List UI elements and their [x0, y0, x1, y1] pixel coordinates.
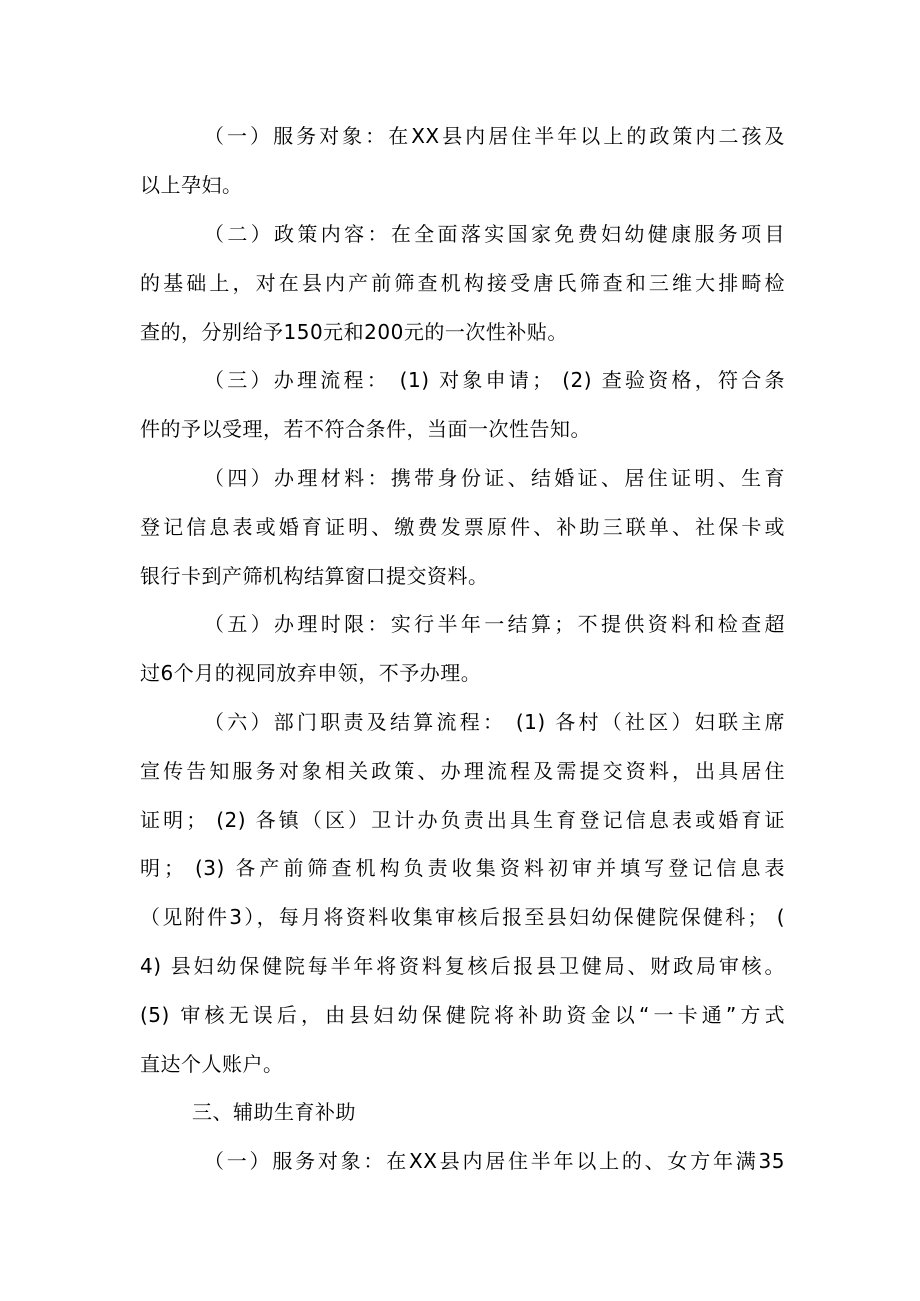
- paragraph-2-line-1: （二）政策内容：在全面落实国家免费妇幼健康服务项目: [204, 222, 785, 246]
- paragraph-1-line-1: （一）服务对象：在XX县内居住半年以上的政策内二孩及: [204, 124, 785, 148]
- paragraph-6-line-3: 证明； (2) 各镇（区）卫计办负责出具生育登记信息表或婚育证: [140, 808, 785, 832]
- paragraph-6-line-4: 明； (3) 各产前筛查机构负责收集资料初审并填写登记信息表: [140, 856, 785, 880]
- paragraph-6-line-5: （见附件3），每月将资料收集审核后报至县妇幼保健院保健科； (: [140, 905, 785, 929]
- section-heading-3: 三、辅助生育补助: [192, 1100, 356, 1124]
- paragraph-6-line-2: 宣传告知服务对象相关政策、办理流程及需提交资料，出具居住: [140, 759, 785, 783]
- paragraph-7-line-1: （一）服务对象：在XX县内居住半年以上的、女方年满35: [204, 1149, 785, 1173]
- paragraph-2-line-3: 查的，分别给予150元和200元的一次性补贴。: [140, 320, 568, 344]
- paragraph-6-line-8: 直达个人账户。: [140, 1052, 284, 1076]
- paragraph-2-line-2: 的基础上，对在县内产前筛查机构接受唐氏筛查和三维大排畸检: [140, 271, 785, 295]
- paragraph-5-line-1: （五）办理时限：实行半年一结算；不提供资料和检查超: [204, 612, 785, 636]
- paragraph-3-line-2: 件的予以受理，若不符合条件，当面一次性告知。: [140, 417, 591, 441]
- paragraph-4-line-3: 银行卡到产筛机构结算窗口提交资料。: [140, 564, 489, 588]
- paragraph-6-line-1: （六）部门职责及结算流程： (1) 各村（社区）妇联主席: [204, 710, 785, 734]
- paragraph-4-line-1: （四）办理材料：携带身份证、结婚证、居住证明、生育: [204, 466, 785, 490]
- paragraph-3-line-1: （三）办理流程： (1) 对象申请； (2) 查验资格，符合条: [204, 368, 785, 392]
- paragraph-4-line-2: 登记信息表或婚育证明、缴费发票原件、补助三联单、社保卡或: [140, 515, 785, 539]
- paragraph-5-line-2: 过6个月的视同放弃申领，不予办理。: [140, 661, 482, 685]
- paragraph-6-line-7: (5) 审核无误后，由县妇幼保健院将补助资金以“一卡通”方式: [140, 1003, 785, 1027]
- paragraph-6-line-6: 4) 县妇幼保健院每半年将资料复核后报县卫健局、财政局审核。: [140, 954, 785, 978]
- paragraph-1-line-2: 以上孕妇。: [140, 173, 243, 197]
